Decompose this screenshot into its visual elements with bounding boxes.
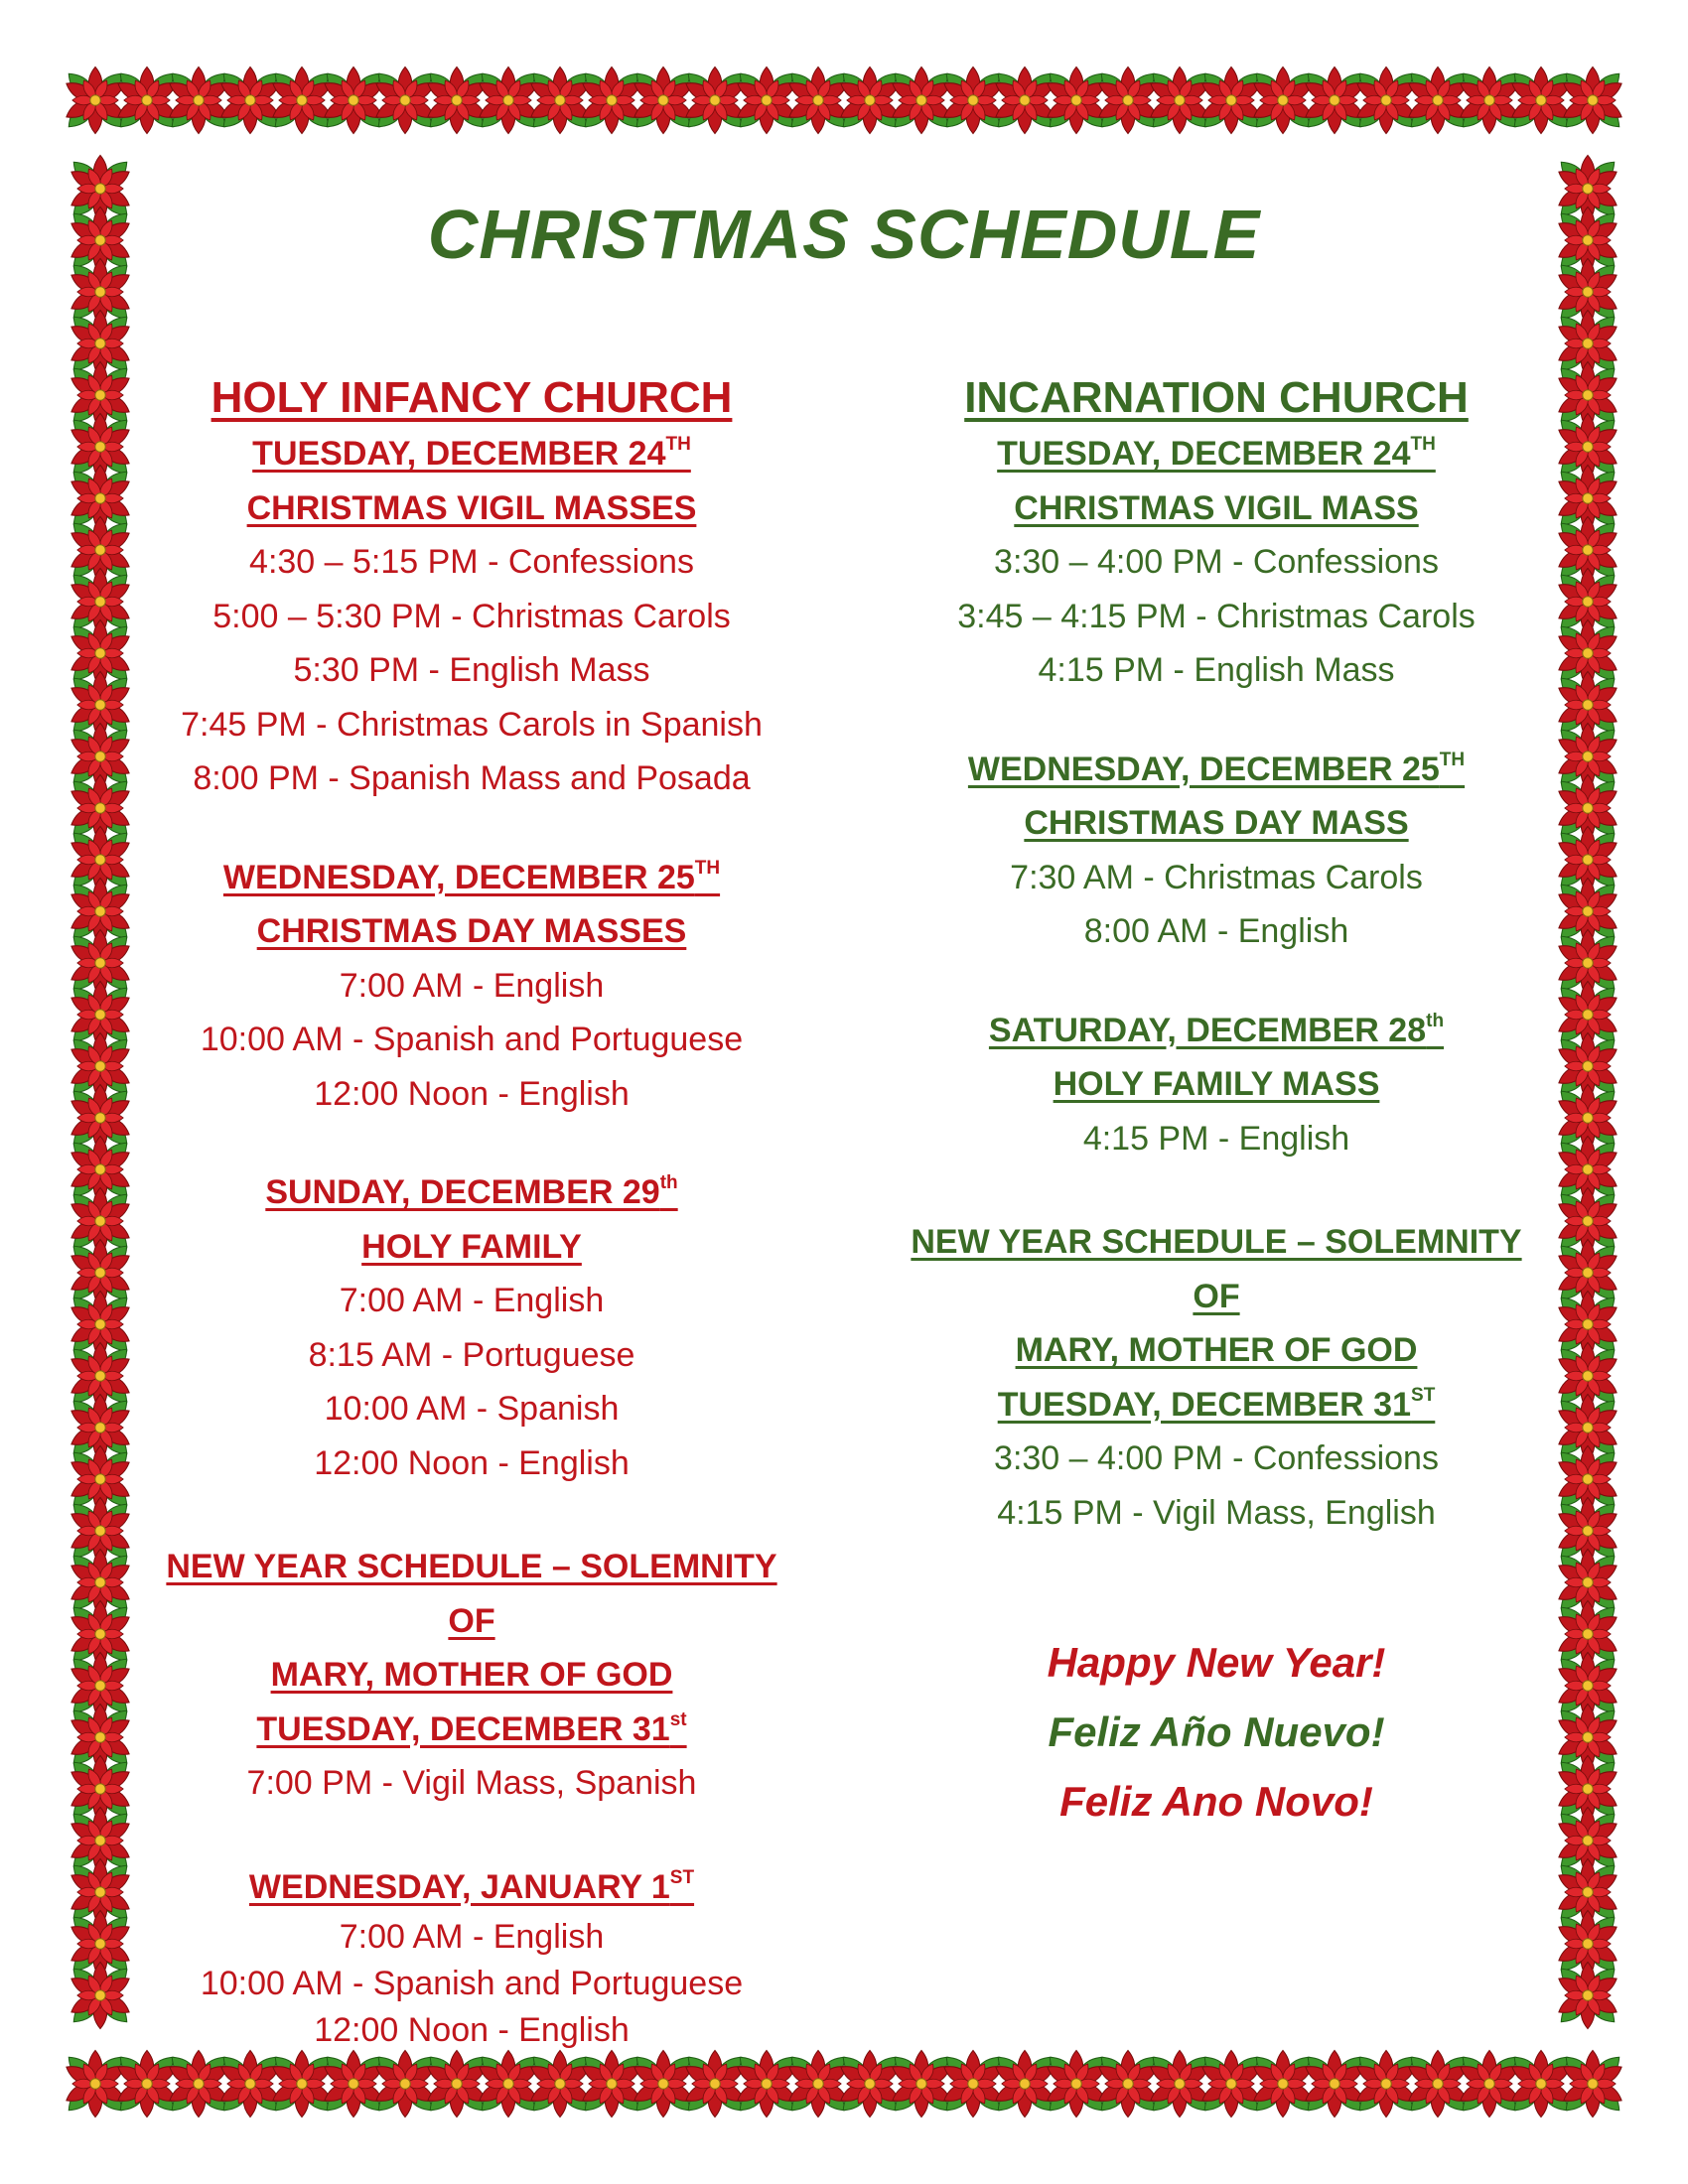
border-top <box>62 62 1626 139</box>
section-heading: HOLY FAMILY MASS <box>1053 1065 1380 1103</box>
schedule-item: 5:00 – 5:30 PM - Christmas Carols <box>212 597 731 635</box>
poinsettia-icon <box>785 2050 850 2116</box>
poinsettia-icon <box>1302 67 1366 133</box>
poinsettia-icon <box>372 67 437 133</box>
incarnation-column <box>889 369 1544 1540</box>
schedule-item: 3:30 – 4:00 PM - Confessions <box>994 1439 1439 1477</box>
church-name: INCARNATION CHURCH <box>964 373 1469 422</box>
poinsettia-icon <box>321 2050 385 2116</box>
poinsettia-icon <box>631 2050 695 2116</box>
poinsettia-icon <box>1405 2050 1470 2116</box>
schedule-item: 8:15 AM - Portuguese <box>308 1335 635 1374</box>
poinsettia-icon <box>476 67 540 133</box>
date-heading: WEDNESDAY, JANUARY 1ST <box>248 1866 695 1906</box>
schedule-item: 8:00 PM - Spanish Mass and Posada <box>193 759 751 797</box>
poinsettia-icon <box>785 67 850 133</box>
schedule-item: 7:45 PM - Christmas Carols in Spanish <box>181 705 763 744</box>
greetings <box>889 1628 1544 1837</box>
schedule-item: 7:00 AM - English <box>339 1918 605 1956</box>
poinsettia-icon <box>682 67 747 133</box>
poinsettia-icon <box>1560 2050 1624 2116</box>
poinsettia-icon <box>889 67 953 133</box>
poinsettia-icon <box>1405 67 1470 133</box>
section-heading: MARY, MOTHER OF GOD <box>270 1656 673 1694</box>
schedule-item: 10:00 AM - Spanish <box>324 1390 620 1428</box>
poinsettia-icon <box>940 67 1005 133</box>
poinsettia-icon <box>527 67 592 133</box>
poinsettia-icon <box>1198 67 1263 133</box>
section-heading: CHRISTMAS VIGIL MASSES <box>246 488 697 527</box>
date-heading: TUESDAY, DECEMBER 31st <box>256 1708 687 1748</box>
section-heading: CHRISTMAS DAY MASSES <box>256 912 687 950</box>
church-name: HOLY INFANCY CHURCH <box>211 373 733 422</box>
poinsettia-icon <box>1198 2050 1263 2116</box>
schedule-item: 4:15 PM - English <box>1082 1119 1350 1158</box>
section-heading: CHRISTMAS VIGIL MASS <box>1014 488 1419 527</box>
poinsettia-icon <box>579 2050 643 2116</box>
poinsettia-icon <box>1044 2050 1108 2116</box>
date-heading: SUNDAY, DECEMBER 29th <box>265 1172 678 1211</box>
poinsettia-icon <box>63 67 127 133</box>
section-heading: NEW YEAR SCHEDULE – SOLEMNITY OF <box>166 1548 777 1640</box>
section-heading: NEW YEAR SCHEDULE – SOLEMNITY OF <box>911 1223 1522 1315</box>
poinsettia-icon <box>372 2050 437 2116</box>
date-heading: TUESDAY, DECEMBER 31ST <box>997 1384 1436 1424</box>
poinsettia-icon <box>114 2050 179 2116</box>
poinsettia-icon <box>1508 2050 1573 2116</box>
poinsettia-icon <box>166 67 230 133</box>
schedule-item: 12:00 Noon - English <box>314 1443 630 1482</box>
poinsettia-icon <box>579 67 643 133</box>
schedule-item: 8:00 AM - English <box>1083 912 1349 950</box>
schedule-item: 4:30 – 5:15 PM - Confessions <box>249 543 694 581</box>
poinsettia-icon <box>1250 67 1315 133</box>
border-bottom <box>62 2045 1626 2122</box>
border-left <box>62 139 139 2045</box>
section-heading: MARY, MOTHER OF GOD <box>1015 1331 1418 1369</box>
poinsettia-icon <box>1302 2050 1366 2116</box>
poinsettia-icon <box>1147 2050 1211 2116</box>
schedule-item: 3:30 – 4:00 PM - Confessions <box>994 543 1439 581</box>
poinsettia-border <box>62 139 139 2045</box>
schedule-item: 12:00 Noon - English <box>314 2011 630 2049</box>
schedule-item: 7:00 AM - English <box>339 966 605 1005</box>
poinsettia-icon <box>1353 67 1418 133</box>
poinsettia-icon <box>269 67 334 133</box>
poinsettia-icon <box>217 2050 282 2116</box>
poinsettia-icon <box>68 1962 132 2028</box>
poinsettia-icon <box>837 2050 902 2116</box>
poinsettia-icon <box>1353 2050 1418 2116</box>
date-heading: WEDNESDAY, DECEMBER 25TH <box>967 749 1466 788</box>
schedule-item: 10:00 AM - Spanish and Portuguese <box>200 1965 744 2002</box>
date-heading: SATURDAY, DECEMBER 28th <box>988 1010 1445 1049</box>
poinsettia-icon <box>1555 1962 1619 2028</box>
poinsettia-icon <box>269 2050 334 2116</box>
schedule-item: 7:00 AM - English <box>339 1282 605 1319</box>
schedule-item: 7:30 AM - Christmas Carols <box>1010 858 1423 896</box>
poinsettia-icon <box>992 2050 1056 2116</box>
poinsettia-icon <box>424 2050 489 2116</box>
date-heading: WEDNESDAY, DECEMBER 25TH <box>222 857 721 896</box>
holy-infancy-column <box>139 369 804 2054</box>
schedule-item: 7:00 PM - Vigil Mass, Spanish <box>246 1764 697 1802</box>
poinsettia-icon <box>1095 67 1160 133</box>
poinsettia-icon <box>940 2050 1005 2116</box>
poinsettia-icon <box>734 67 798 133</box>
page-title: CHRISTMAS SCHEDULE <box>427 196 1261 273</box>
date-heading: TUESDAY, DECEMBER 24TH <box>997 434 1436 473</box>
schedule-item: 4:15 PM - English Mass <box>1038 651 1395 689</box>
poinsettia-icon <box>889 2050 953 2116</box>
poinsettia-icon <box>527 2050 592 2116</box>
section-heading: CHRISTMAS DAY MASS <box>1024 804 1409 842</box>
poinsettia-icon <box>734 2050 798 2116</box>
date-heading: TUESDAY, DECEMBER 24TH <box>252 434 691 473</box>
poinsettia-icon <box>1457 67 1521 133</box>
poinsettia-icon <box>1250 2050 1315 2116</box>
poinsettia-icon <box>682 2050 747 2116</box>
poinsettia-border <box>62 62 1626 139</box>
poinsettia-icon <box>476 2050 540 2116</box>
poinsettia-icon <box>631 67 695 133</box>
poinsettia-icon <box>1560 67 1624 133</box>
poinsettia-icon <box>166 2050 230 2116</box>
schedule-item: 4:15 PM - Vigil Mass, English <box>997 1493 1436 1532</box>
poinsettia-icon <box>837 67 902 133</box>
poinsettia-icon <box>217 67 282 133</box>
poinsettia-border <box>62 2045 1626 2122</box>
poinsettia-icon <box>114 67 179 133</box>
border-right <box>1549 139 1626 2045</box>
poinsettia-icon <box>1095 2050 1160 2116</box>
poinsettia-icon <box>992 67 1056 133</box>
poinsettia-icon <box>321 67 385 133</box>
poinsettia-icon <box>1044 67 1108 133</box>
greeting-portuguese: Feliz Ano Novo! <box>1059 1778 1373 1825</box>
schedule-item: 12:00 Noon - English <box>314 1074 630 1113</box>
schedule-item: 5:30 PM - English Mass <box>293 651 650 689</box>
schedule-item: 10:00 AM - Spanish and Portuguese <box>200 1021 744 1058</box>
poinsettia-icon <box>1147 67 1211 133</box>
poinsettia-icon <box>1508 67 1573 133</box>
greeting-english: Happy New Year! <box>1047 1639 1386 1686</box>
poinsettia-border <box>1549 139 1626 2045</box>
section-heading: HOLY FAMILY <box>361 1227 582 1266</box>
poinsettia-icon <box>424 67 489 133</box>
poinsettia-icon <box>63 2050 127 2116</box>
schedule-item: 3:45 – 4:15 PM - Christmas Carols <box>957 597 1476 635</box>
greeting-spanish: Feliz Año Nuevo! <box>1048 1708 1385 1755</box>
poinsettia-icon <box>1457 2050 1521 2116</box>
